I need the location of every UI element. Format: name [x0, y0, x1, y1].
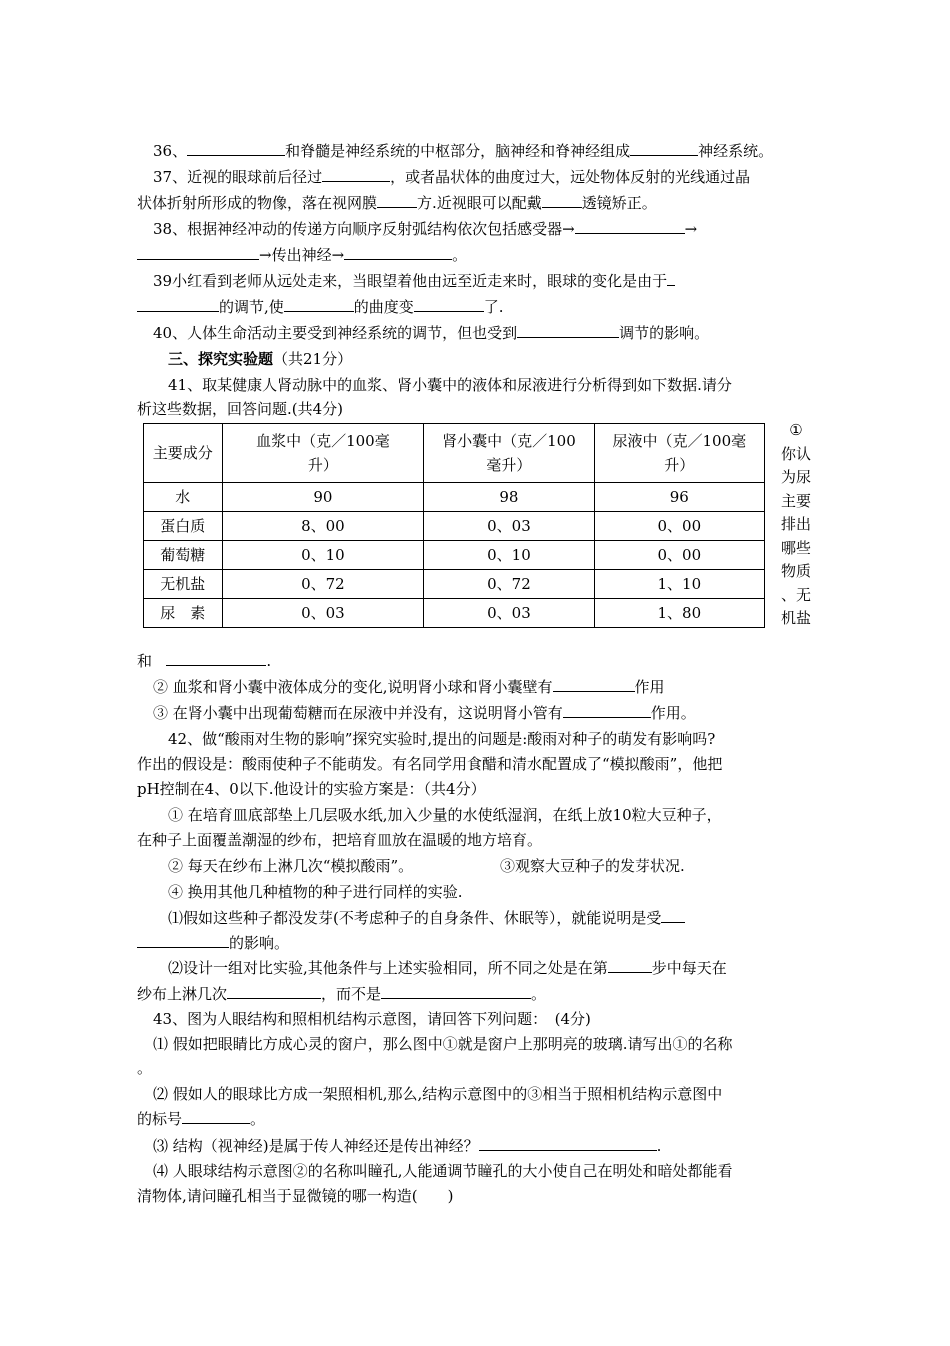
q38-blank-3[interactable]: [344, 245, 452, 260]
q40-line: 40、人体生命活动主要受到神经系统的调节，但也受到 调节的影响。: [153, 324, 710, 342]
q39-blank-0[interactable]: [667, 271, 675, 286]
q43-sub4-line-1: ⑷ 人眼球结构示意图②的名称叫瞳孔,人能通调节瞳孔的大小使自己在明处和暗处都能看: [153, 1162, 733, 1180]
q43-sub2-line-1: ⑵ 假如人的眼球比方成一架照相机,那么,结构示意图中的③相当于照相机结构示意图中: [153, 1085, 723, 1103]
q42-line-3: pH控制在4、0以下.他设计的实验方案是：（共4分）: [137, 780, 486, 798]
q43-blank-2[interactable]: [182, 1109, 250, 1124]
q41-blank-2[interactable]: [553, 677, 635, 692]
q41-sub3-line: ③ 在肾小囊中出现葡萄糖而在尿液中并没有，这说明肾小管有 作用。: [153, 704, 696, 722]
q42-step-4: ④ 换用其他几种植物的种子进行同样的实验.: [168, 883, 463, 901]
q41-line-1: 41、取某健康人肾动脉中的血浆、肾小囊中的液体和尿液进行分析得到如下数据.请分: [168, 376, 732, 394]
q42-blank-4[interactable]: [381, 984, 531, 999]
table-header-cell: 尿液中（克／100毫升）: [594, 424, 764, 483]
q43-line-1: 43、图为人眼结构和照相机结构示意图，请回答下列问题： (4分): [153, 1010, 591, 1028]
table-header-cell: 主要成分: [144, 424, 223, 483]
q42-blank-3[interactable]: [227, 984, 321, 999]
table-row: 葡萄糖 0、10 0、10 0、00: [144, 541, 765, 570]
q43-sub3-line: ⑶ 结构（视神经)是属于传人神经还是传出神经？ .: [153, 1137, 662, 1155]
q37-blank-2[interactable]: [377, 193, 417, 208]
q41-blank-3[interactable]: [563, 703, 651, 718]
q43-sub2-line-2: 的标号 。: [137, 1110, 266, 1128]
q39-line-1: 39小红看到老师从远处走来，当眼望着他由远至近走来时，眼球的变化是由于: [153, 271, 675, 291]
q37-blank-1[interactable]: [322, 167, 390, 182]
q36-number: 36、: [153, 142, 188, 160]
q42-step-1b: 在种子上面覆盖潮湿的纱布，把培育皿放在温暖的地方培育。: [137, 831, 543, 849]
q41-side-text: ① 你认 为尿 主要 排出 哪些 物质 、无 机盐: [780, 421, 811, 627]
q42-line-1: 42、做“酸雨对生物的影响”探究实验时,提出的问题是:酸雨对种子的萌发有影响吗?: [168, 730, 716, 748]
q37-line-2: 状体折射所形成的物像，落在视网膜 方.近视眼可以配戴 透镜矫正。: [137, 194, 657, 212]
table-row: 尿 素 0、03 0、03 1、80: [144, 599, 765, 628]
q42-subq1-line-1: ⑴假如这些种子都没发芽(不考虑种子的自身条件、休眠等），就能说明是受: [168, 908, 685, 928]
table-header-cell: 肾小囊中（克／100毫升）: [424, 424, 594, 483]
q42-blank-1a[interactable]: [661, 908, 685, 923]
q39-blank-2[interactable]: [284, 297, 354, 312]
q43-sub1-line-2: 。: [137, 1059, 153, 1077]
q36-blank-2[interactable]: [630, 141, 698, 156]
q42-subq1-line-2: 的影响。: [137, 933, 289, 953]
q41-sub2-line: ② 血浆和肾小囊中液体成分的变化,说明肾小球和肾小囊壁有 作用: [153, 678, 665, 696]
q39-blank-3[interactable]: [414, 297, 484, 312]
q40-blank[interactable]: [517, 323, 619, 338]
q43-blank-3[interactable]: [479, 1136, 657, 1151]
q42-blank-2[interactable]: [608, 958, 652, 973]
q38-blank-1[interactable]: [575, 219, 685, 234]
q41-sub1-line: 和 .: [137, 652, 272, 670]
q42-subq2-line-1: ⑵设计一组对比实验,其他条件与上述实验相同，所不同之处是在第 步中每天在: [168, 959, 727, 977]
q42-line-2: 作出的假设是：酸雨使种子不能萌发。有名同学用食醋和清水配置成了“模拟酸雨”，他把: [137, 755, 723, 773]
q42-step-1a: ① 在培育皿底部垫上几层吸水纸,加入少量的水使纸湿润，在纸上放10粒大豆种子，: [168, 806, 722, 824]
q39-blank-1[interactable]: [137, 297, 219, 312]
table-row: 蛋白质 8、00 0、03 0、00: [144, 512, 765, 541]
q42-step-2: ② 每天在纱布上淋几次“模拟酸雨”。: [168, 857, 414, 875]
q41-data-table: [143, 423, 765, 628]
q38-line-2: →传出神经→ 。: [137, 245, 467, 265]
q42-subq2-line-2: 纱布上淋几次 ，而不是 。: [137, 985, 547, 1003]
q36-line: 36、 和脊髓是神经系统的中枢部分，脑神经和脊神经组成 神经系统。: [153, 142, 774, 160]
q38-blank-2[interactable]: [137, 245, 259, 260]
q42-step-3: ③观察大豆种子的发芽状况.: [500, 857, 685, 875]
q43-sub4-line-2: 清物体,请问瞳孔相当于显微镜的哪一构造( ): [137, 1187, 454, 1205]
q41-blank-1[interactable]: [166, 651, 266, 666]
q41-line-2: 析这些数据，回答问题.(共4分): [137, 400, 344, 418]
q43-sub1-line-1: ⑴ 假如把眼睛比方成心灵的窗户，那么图中①就是窗户上那明亮的玻璃.请写出①的名称: [153, 1035, 733, 1053]
q38-line-1: 38、根据神经冲动的传递方向顺序反射弧结构依次包括感受器→ →: [153, 220, 698, 238]
q37-blank-3[interactable]: [542, 193, 582, 208]
q37-line-1: 37、近视的眼球前后径过 ，或者晶状体的曲度过大，远处物体反射的光线通过晶: [153, 168, 751, 186]
q36-blank-1[interactable]: [187, 141, 285, 156]
table-header-row: [144, 424, 765, 483]
section-3-title: 三、探究实验题（共21分）: [168, 350, 353, 368]
table-row: 水 90 98 96: [144, 483, 765, 512]
q39-line-2: 的调节,使 的曲度变 了.: [137, 297, 504, 317]
table-header-cell: 血浆中（克／100毫升）: [222, 424, 424, 483]
q42-blank-1b[interactable]: [137, 933, 229, 948]
table-row: 无机盐 0、72 0、72 1、10: [144, 570, 765, 599]
